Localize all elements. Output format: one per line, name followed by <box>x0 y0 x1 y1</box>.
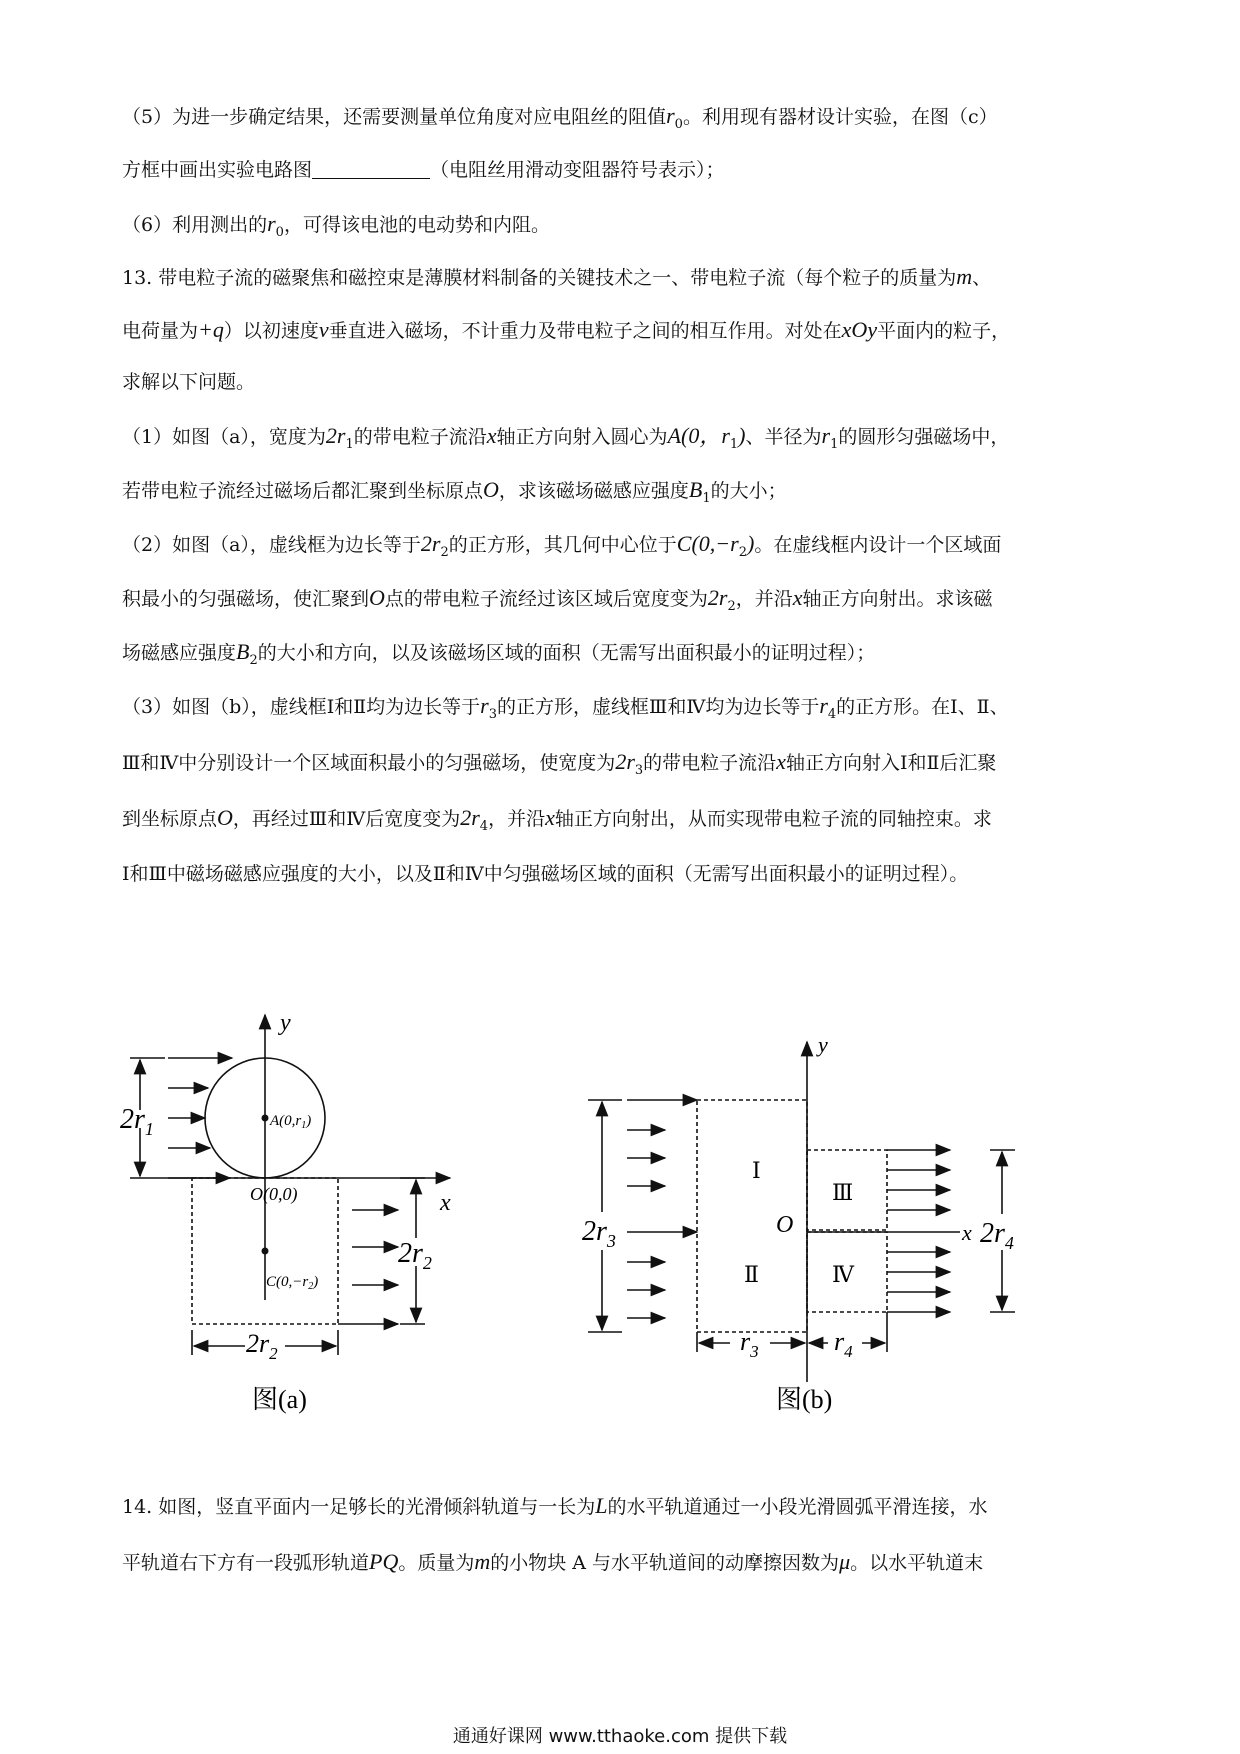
math-o: O <box>369 585 385 610</box>
text: 的正方形，虚线框Ⅲ和Ⅳ均为边长等于 <box>497 696 820 718</box>
sub: 3 <box>634 762 644 778</box>
text: 的正方形。在Ⅰ、Ⅱ、 <box>836 696 1009 718</box>
math-r: r <box>819 693 828 718</box>
math-x: x <box>776 749 786 774</box>
math-2r: 2r <box>325 423 346 448</box>
math-c: C(0,− <box>676 531 731 556</box>
sub: 0 <box>275 224 284 240</box>
text: 积最小的匀强磁场，使汇聚到 <box>122 588 370 610</box>
math-mu: μ <box>839 1549 851 1574</box>
math-r: r <box>267 211 276 236</box>
text: 轴正方向射出。求该磁 <box>802 588 993 610</box>
text: ，再经过Ⅲ和Ⅳ后宽度变为 <box>232 808 461 830</box>
region-II: Ⅱ <box>744 1262 759 1287</box>
sub: 0 <box>674 116 683 132</box>
region-I: Ⅰ <box>752 1158 761 1183</box>
sub: 1 <box>729 436 739 452</box>
O-label: O(0,0) <box>250 1184 298 1204</box>
sub: 1 <box>345 436 354 452</box>
q14-line2 <box>122 1550 1140 1575</box>
text: 轴正方向射入Ⅰ和Ⅱ后汇聚 <box>785 752 997 774</box>
label-2r2-bottom: $2r_2$ <box>246 1329 278 1363</box>
text: ，并沿 <box>735 588 793 610</box>
math-x: x <box>486 423 497 448</box>
text: 。利用现有器材设计实验，在图（c） <box>682 106 998 128</box>
text: 、 <box>972 267 992 289</box>
text: 。在虚线框内设计一个区域面 <box>754 534 1002 556</box>
text: 垂直进入磁场，不计重力及带电粒子之间的相互作用。对处在 <box>328 320 842 342</box>
math-b: B <box>236 639 250 664</box>
text: Ⅲ和Ⅳ中分别设计一个区域面积最小的匀强磁场，使宽度为 <box>122 752 616 774</box>
text: （2）如图（a），虚线框为边长等于 <box>122 534 421 556</box>
text: 的大小； <box>710 480 787 502</box>
C-label: $C(0,-r_2)$ <box>266 1274 319 1292</box>
text: 若带电粒子流经过磁场后都汇聚到坐标原点 <box>122 480 484 502</box>
text: （3）如图（b），虚线框Ⅰ和Ⅱ均为边长等于 <box>122 696 481 718</box>
math-l: L <box>595 1493 608 1518</box>
math-x: x <box>545 805 555 830</box>
text: 场磁感应强度 <box>122 642 237 664</box>
y-label: y <box>818 1032 828 1057</box>
label-2r2-right: $2r_2$ <box>398 1238 432 1273</box>
text: 的大小和方向，以及该磁场区域的面积（无需写出面积最小的证明过程）； <box>257 642 876 664</box>
text: 。以水平轨道末 <box>850 1552 984 1574</box>
sub: 3 <box>488 706 498 722</box>
text: 点的带电粒子流经过该区域后宽度变为 <box>384 588 708 610</box>
O-label: O <box>776 1212 794 1238</box>
text: 方框中画出实验电路图 <box>122 159 313 181</box>
math-r: r <box>730 531 739 556</box>
math-paren: ) <box>746 531 755 556</box>
sub: 2 <box>738 544 747 560</box>
text: 14. 如图，竖直平面内一足够长的光滑倾斜轨道与一长为 <box>122 1496 596 1518</box>
text: 轴正方向射入圆心为 <box>496 426 668 448</box>
text: 电荷量为 <box>122 320 199 342</box>
math-2r: 2r <box>615 749 635 774</box>
math-b: B <box>688 477 703 502</box>
text: 、半径为 <box>745 426 822 448</box>
text: 的水平轨道通过一小段光滑圆弧平滑连接，水 <box>607 1496 988 1518</box>
caption-a: 图(a) <box>252 1385 307 1414</box>
text: Ⅰ和Ⅲ中磁场磁感应强度的大小，以及Ⅱ和Ⅳ中匀强磁场区域的面积（无需写出面积最小的证明过程）。 <box>122 863 969 885</box>
math-r: r <box>666 103 675 128</box>
math-m: m <box>474 1549 491 1574</box>
label-2r3: $2r_3$ <box>582 1216 616 1251</box>
text: 13. 带电粒子流的磁聚焦和磁控束是薄膜材料制备的关键技术之一、带电粒子流（每个粒子的质量为 <box>122 267 957 289</box>
caption-b: 图(b) <box>776 1385 833 1414</box>
text: ，并沿 <box>488 808 546 830</box>
text: （5）为进一步确定结果，还需要测量单位角度对应电阻丝的阻值 <box>122 106 667 128</box>
math-x: x <box>792 585 803 610</box>
math-2r: 2r <box>707 585 728 610</box>
sub: 2 <box>727 598 736 614</box>
label-r4: $r_4$ <box>834 1327 853 1361</box>
sub: 1 <box>830 436 839 452</box>
label-r3: $r_3$ <box>740 1327 759 1361</box>
text: 的圆形匀强磁场中， <box>838 426 1010 448</box>
text: 轴正方向射出，从而实现带电粒子流的同轴控束。求 <box>554 808 992 830</box>
text: ）以初速度 <box>223 320 319 342</box>
region-III: Ⅲ <box>832 1180 854 1205</box>
math-xoy: xOy <box>841 317 878 342</box>
sub: 4 <box>479 818 489 834</box>
text: （6）利用测出的 <box>122 214 268 236</box>
math-r: r <box>480 693 489 718</box>
text: 平轨道右下方有一段弧形轨道 <box>122 1552 370 1574</box>
math-o: O <box>217 805 233 830</box>
text: 的带电粒子流沿 <box>353 426 487 448</box>
math-r: r <box>821 423 831 448</box>
math-r: r <box>721 423 730 448</box>
text: 到坐标原点 <box>122 808 218 830</box>
label-2r4: $2r_4$ <box>980 1218 1014 1253</box>
text: 的小物块 A 与水平轨道间的动摩擦因数为 <box>490 1552 840 1574</box>
math-2r: 2r <box>420 531 441 556</box>
text: 的带电粒子流沿 <box>643 752 777 774</box>
text: ，可得该电池的电动势和内阻。 <box>283 214 550 236</box>
math-m: m <box>956 264 973 289</box>
q14-line1 <box>122 1494 1140 1519</box>
text: 平面内的粒子， <box>877 320 1011 342</box>
label-2r1: $2r_1$ <box>120 1104 154 1139</box>
text: ，求该磁场磁感应强度 <box>498 480 689 502</box>
sub: 2 <box>440 544 449 560</box>
region-IV: Ⅳ <box>832 1262 854 1287</box>
text: 。质量为 <box>398 1552 475 1574</box>
math-a: A(0， <box>667 423 722 448</box>
text: 的正方形，其几何中心位于 <box>448 534 677 556</box>
sub: 1 <box>702 490 711 506</box>
A-label: $A(0,r_1)$ <box>270 1113 312 1131</box>
sub: 2 <box>249 652 258 668</box>
text: （电阻丝用滑动变阻器符号表示）； <box>430 159 725 181</box>
text: 求解以下问题。 <box>122 371 256 393</box>
math-paren: ) <box>738 423 746 448</box>
y-label: y <box>280 1010 291 1036</box>
math-pq: PQ <box>369 1549 399 1574</box>
text: （1）如图（a），宽度为 <box>122 426 326 448</box>
sub: 4 <box>827 706 837 722</box>
footer: 通通好课网 www.tthaoke.com 提供下载 <box>452 1726 788 1747</box>
x-label: x <box>962 1220 972 1245</box>
math-2r: 2r <box>460 805 480 830</box>
x-label: x <box>440 1190 451 1216</box>
math-q: +q <box>198 317 224 342</box>
math-o: O <box>483 477 499 502</box>
math-v: v <box>318 317 329 342</box>
